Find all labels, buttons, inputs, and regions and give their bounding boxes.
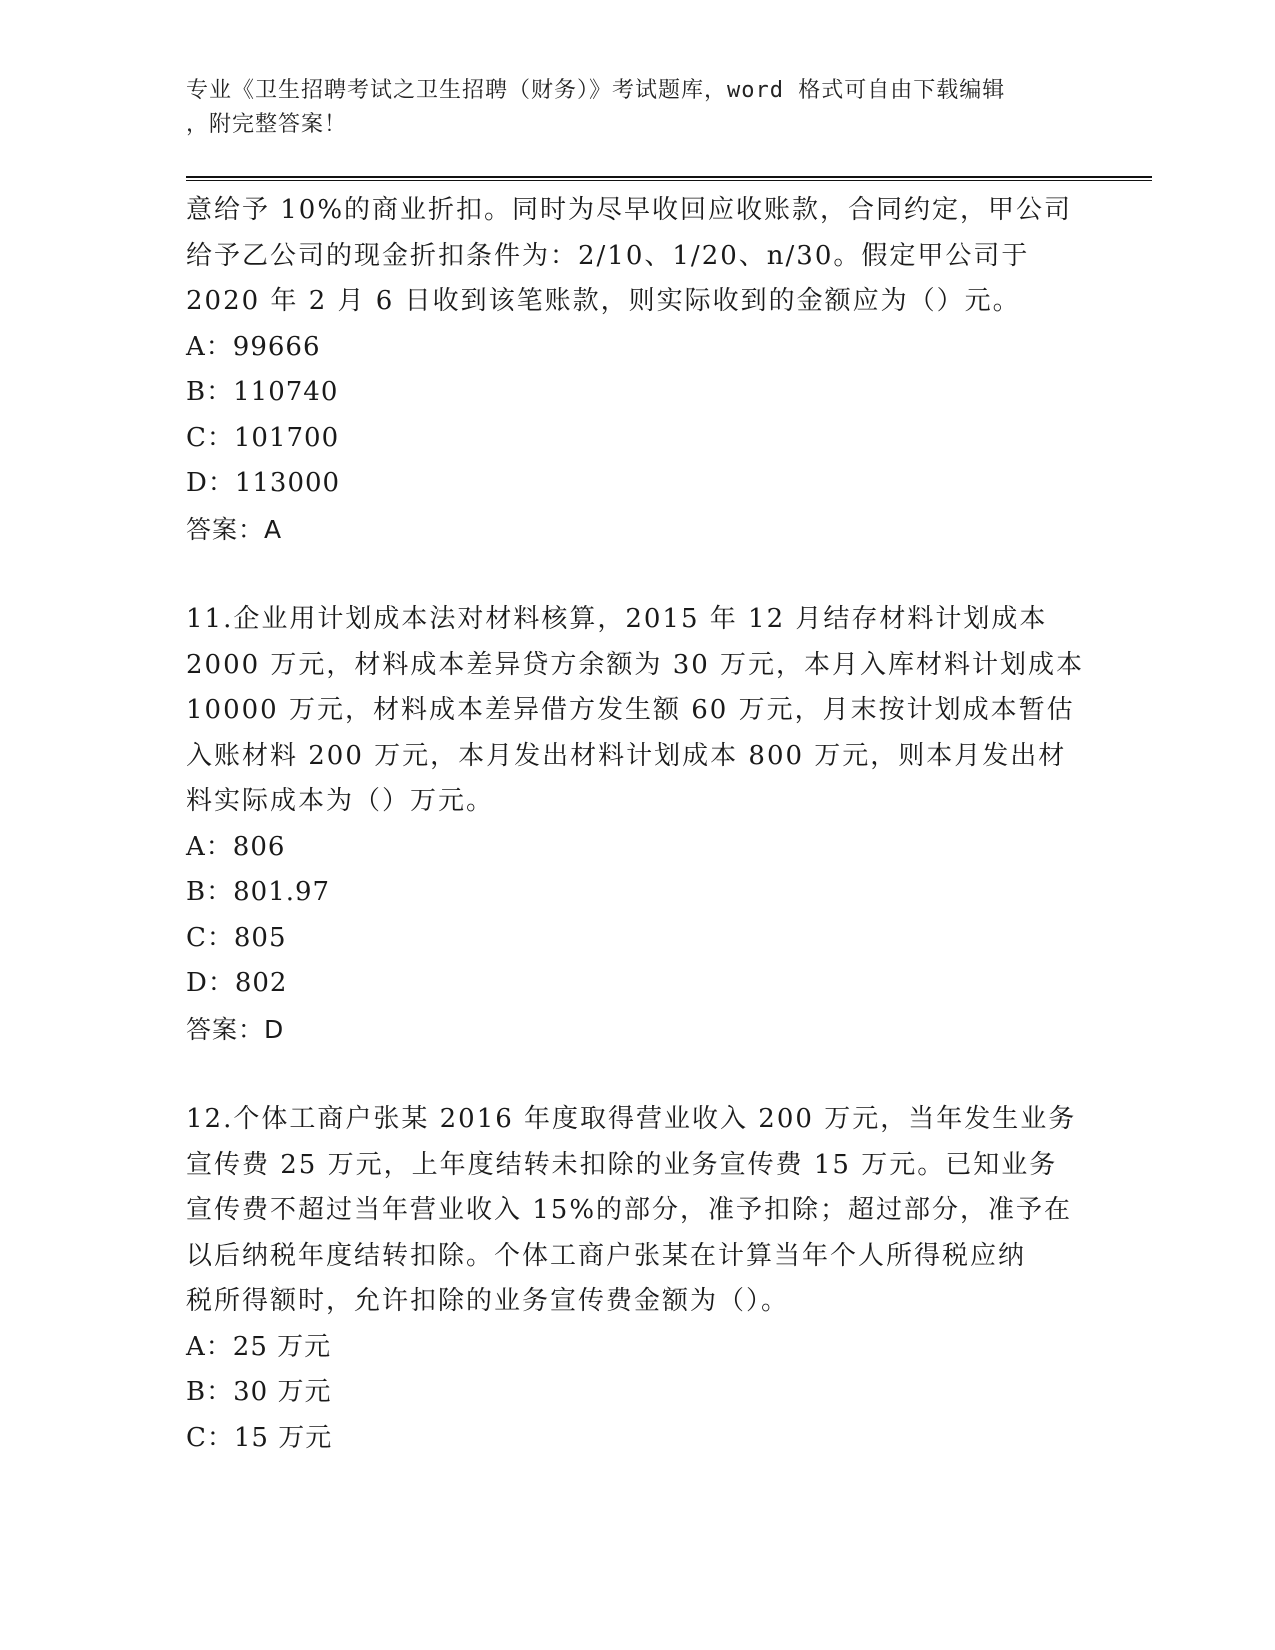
- option-b: B：110740: [186, 377, 339, 407]
- question-text-line: 宣传费 25 万元，上年度结转未扣除的业务宣传费 15 万元。已知业务: [186, 1149, 1058, 1180]
- spacer: [186, 552, 1086, 597]
- header-line-1: 专业《卫生招聘考试之卫生招聘（财务）》考试题库，word 格式可自由下载编辑: [186, 78, 1006, 103]
- question-text-line: 入账材料 200 万元，本月发出材料计划成本 800 万元，则本月发出材: [186, 740, 1067, 771]
- question-11: [186, 597, 1086, 1052]
- option-c: C：805: [186, 922, 287, 953]
- question-10: [186, 188, 1086, 552]
- question-text-line: 以后纳税年度结转扣除。个体工商户张某在计算当年个人所得税应纳: [186, 1240, 1027, 1271]
- question-text-line: 12.个体工商户张某 2016 年度取得营业收入 200 万元，当年发生业务: [186, 1104, 1077, 1134]
- question-text-line: 10000 万元，材料成本差异借方发生额 60 万元，月末按计划成本暂估: [186, 695, 1075, 725]
- question-text-line: 意给予 10%的商业折扣。同时为尽早收回应收账款，合同约定，甲公司: [186, 195, 1073, 225]
- option-a: A：25 万元: [186, 1331, 332, 1362]
- header-rule: [186, 176, 1152, 181]
- question-text-line: 2020 年 2 月 6 日收到该笔账款，则实际收到的金额应为（）元。: [186, 286, 1021, 316]
- question-text-line: 2000 万元，材料成本差异贷方余额为 30 万元，本月入库材料计划成本: [186, 649, 1085, 680]
- answer-line: 答案：A: [186, 514, 283, 544]
- question-12: [186, 1097, 1086, 1461]
- spacer: [186, 1052, 1086, 1097]
- option-a: A：99666: [186, 331, 321, 362]
- question-text-line: 宣传费不超过当年营业收入 15%的部分，准予扣除；超过部分，准予在: [186, 1195, 1073, 1225]
- question-text-line: 税所得额时，允许扣除的业务宣传费金额为（）。: [186, 1286, 790, 1316]
- answer-line: 答案：D: [186, 1014, 285, 1044]
- option-c: C：15 万元: [186, 1422, 333, 1453]
- option-d: D：113000: [186, 468, 341, 498]
- option-c: C：101700: [186, 422, 340, 453]
- option-a: A：806: [186, 831, 286, 862]
- question-text-line: 11.企业用计划成本法对材料核算，2015 年 12 月结存材料计划成本: [186, 604, 1048, 634]
- option-b: B：30 万元: [186, 1377, 332, 1407]
- page-header: [186, 74, 1066, 142]
- option-d: D：802: [186, 968, 288, 998]
- document-body: [186, 188, 1086, 1461]
- question-text-line: 给予乙公司的现金折扣条件为：2/10、1/20、n/30。假定甲公司于: [186, 240, 1030, 271]
- question-text-line: 料实际成本为（）万元。: [186, 786, 495, 816]
- header-line-2: ，附完整答案！: [186, 112, 348, 137]
- option-b: B：801.97: [186, 877, 331, 907]
